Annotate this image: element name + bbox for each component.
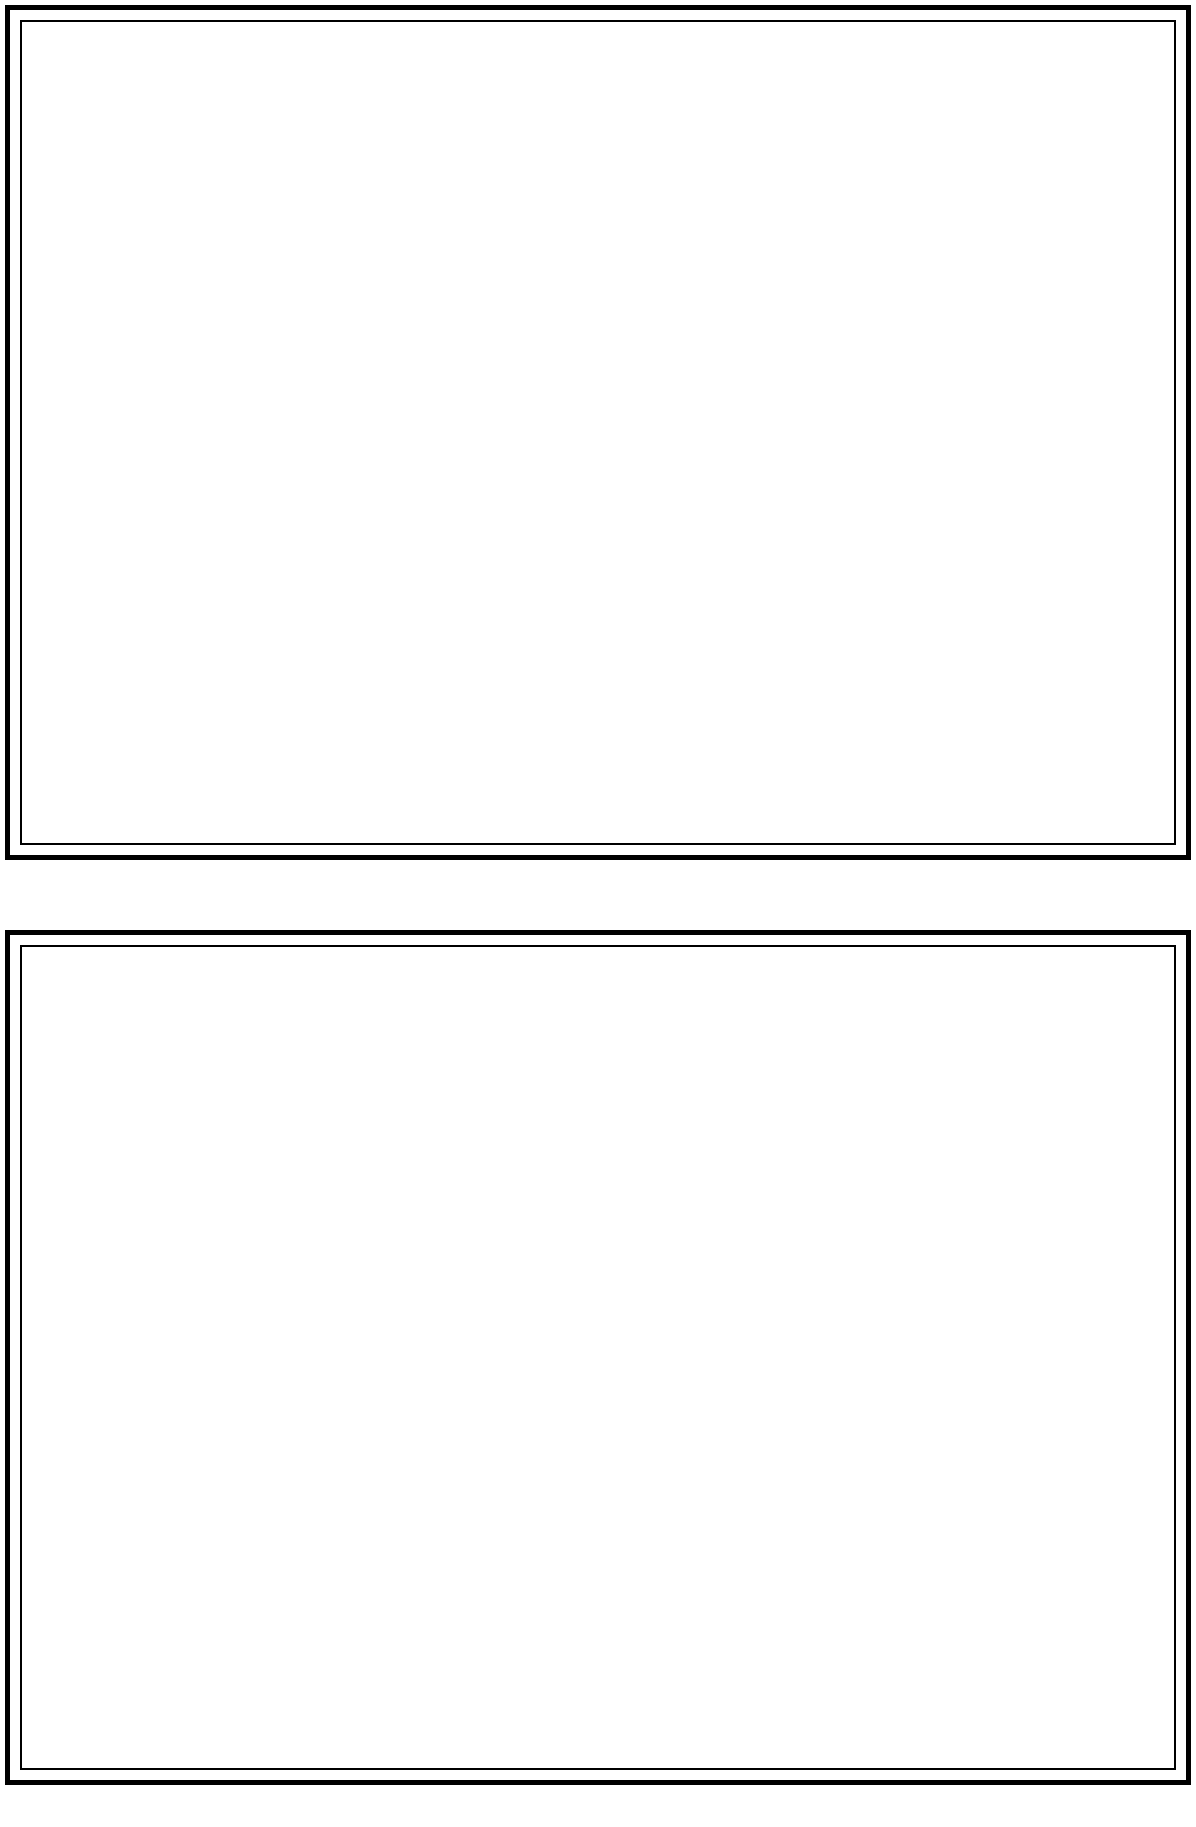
top-page-text-frame <box>20 20 1176 845</box>
bottom-page-text-frame <box>20 945 1176 1770</box>
bottom-page <box>5 930 1191 1785</box>
top-page <box>5 5 1191 860</box>
